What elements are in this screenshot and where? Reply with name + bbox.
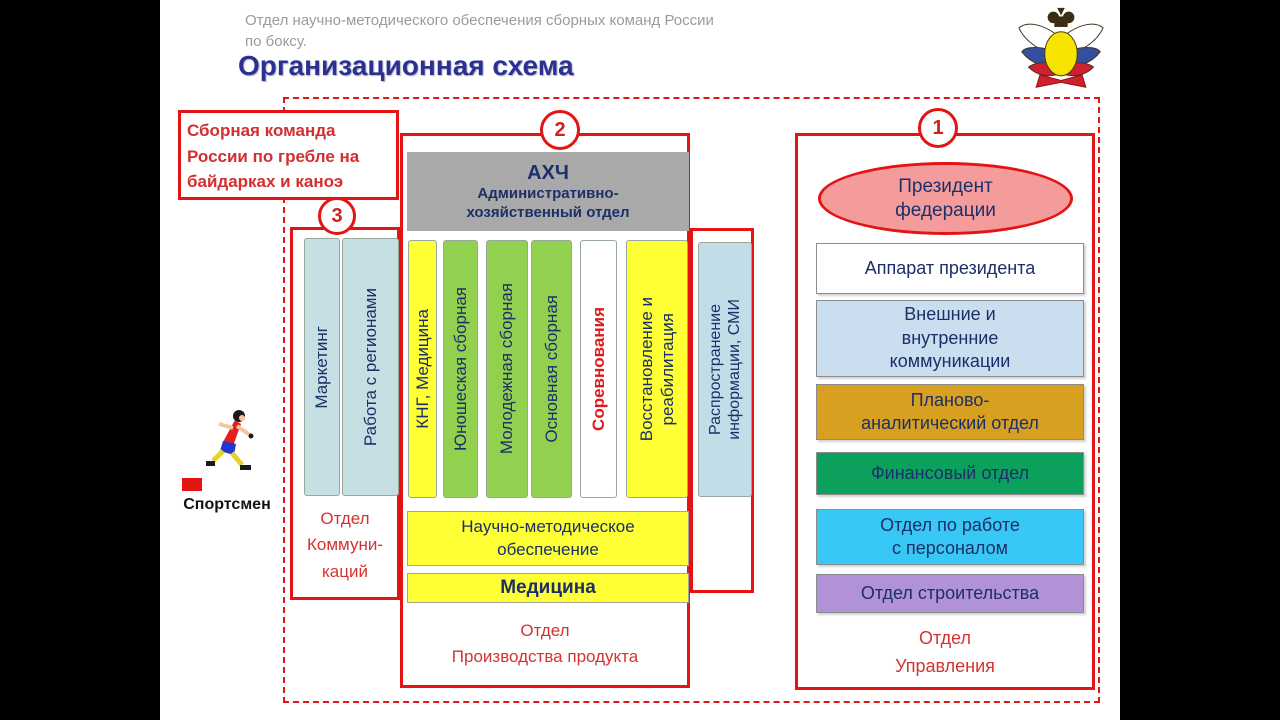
federation-emblem-logo xyxy=(1012,4,1110,92)
row-communications-line1: Внешние и xyxy=(904,304,996,325)
production-caption-line1: Отдел xyxy=(520,621,570,640)
department-subtitle xyxy=(245,10,785,52)
row-hr-line2: с персоналом xyxy=(891,538,1009,558)
column-marketing xyxy=(304,238,340,496)
communications-caption-line2: Коммуни- xyxy=(307,535,383,555)
production-department-box xyxy=(400,133,690,688)
slide xyxy=(160,0,1120,720)
column-marketing-label: Маркетинг xyxy=(312,325,331,409)
column-kng-medicine-label: КНГ, Медицина xyxy=(412,309,432,429)
federation-president-ellipse xyxy=(818,162,1073,235)
column-competitions-label: Соревнования xyxy=(588,307,608,431)
president-line1: Президент xyxy=(898,175,993,197)
column-junior-team-label: Юношеская сборная xyxy=(450,287,470,451)
ahch-subtitle-line2: хозяйственный отдел xyxy=(466,203,630,221)
column-recovery-label-line1: Восстановление и xyxy=(636,296,656,442)
row-communications-line2: внутренние xyxy=(901,327,999,348)
column-main-team xyxy=(531,240,572,498)
column-kng-medicine xyxy=(408,240,437,498)
red-dash-bullet xyxy=(182,478,202,491)
management-caption-line2: Управления xyxy=(895,655,995,676)
row-communications-line3: коммуникации xyxy=(889,351,1011,372)
ahch-title: АХЧ xyxy=(527,161,569,184)
management-department-caption xyxy=(798,625,1092,681)
column-regions-label: Работа с регионами xyxy=(360,287,380,447)
team-label-line3: байдарках и каноэ xyxy=(187,172,344,191)
row-planning-analytics xyxy=(816,384,1084,440)
row-communications xyxy=(816,300,1084,377)
media-distribution-box xyxy=(690,228,754,593)
management-department-box xyxy=(795,133,1095,690)
column-main-team-label: Основная сборная xyxy=(541,295,561,443)
marker-circle-3: 3 xyxy=(318,197,356,235)
column-media-label-line1: Распространение xyxy=(706,303,724,436)
team-label-box xyxy=(178,110,399,200)
row-planning-line1: Планово- xyxy=(910,389,990,410)
communications-department-caption xyxy=(293,506,397,585)
column-media-distribution xyxy=(698,242,752,497)
column-regions xyxy=(342,238,399,496)
row-finance-label: Финансовый отдел xyxy=(870,462,1030,483)
row-hr xyxy=(816,509,1084,565)
column-youth-team-label: Молодежная сборная xyxy=(497,283,516,455)
row-hr-line1: Отдел по работе xyxy=(880,514,1020,535)
scientific-support-line2: обеспечение xyxy=(497,539,599,559)
ahch-subtitle-line1: Административно- xyxy=(477,184,619,202)
scientific-support-bar xyxy=(407,511,689,566)
team-label-line2: России по гребле на xyxy=(187,146,360,166)
column-recovery-label-line2: реабилитация xyxy=(657,312,677,426)
row-president-office xyxy=(816,243,1084,294)
medicine-bar-label: Медицина xyxy=(500,577,596,598)
communications-caption-line3: каций xyxy=(322,561,368,581)
marker-circle-2: 2 xyxy=(540,110,580,150)
ahch-header-box xyxy=(407,152,689,231)
column-junior-team xyxy=(443,240,478,498)
communications-caption-line1: Отдел xyxy=(320,509,370,528)
communications-department-box xyxy=(290,227,400,600)
column-media-label-line2: информации, СМИ xyxy=(725,299,743,440)
production-caption-line2: Производства продукта xyxy=(451,647,639,667)
management-caption-line1: Отдел xyxy=(918,628,972,648)
team-label-line1: Сборная команда xyxy=(187,121,336,140)
marker-circle-1: 1 xyxy=(918,108,958,148)
column-competitions xyxy=(580,240,617,498)
row-construction xyxy=(816,574,1084,613)
column-youth-team xyxy=(486,240,528,498)
department-subtitle-line2: по боксу. xyxy=(245,33,307,50)
row-planning-line2: аналитический отдел xyxy=(861,413,1039,433)
row-finance xyxy=(816,452,1084,495)
athlete-clipart xyxy=(205,408,257,478)
row-construction-label: Отдел строительства xyxy=(860,582,1040,603)
column-recovery-rehabilitation xyxy=(626,240,688,498)
medicine-bar xyxy=(407,573,689,603)
scientific-support-line1: Научно-методическое xyxy=(461,516,635,536)
department-subtitle-line1: Отдел научно-методического обеспечения сборных команд России xyxy=(245,12,714,29)
president-line2: федерации xyxy=(895,199,996,221)
page-title: Организационная схема xyxy=(238,50,574,81)
row-president-office-label: Аппарат президента xyxy=(864,257,1036,278)
athlete-label: Спортсмен xyxy=(183,496,271,513)
production-department-caption xyxy=(403,618,687,671)
